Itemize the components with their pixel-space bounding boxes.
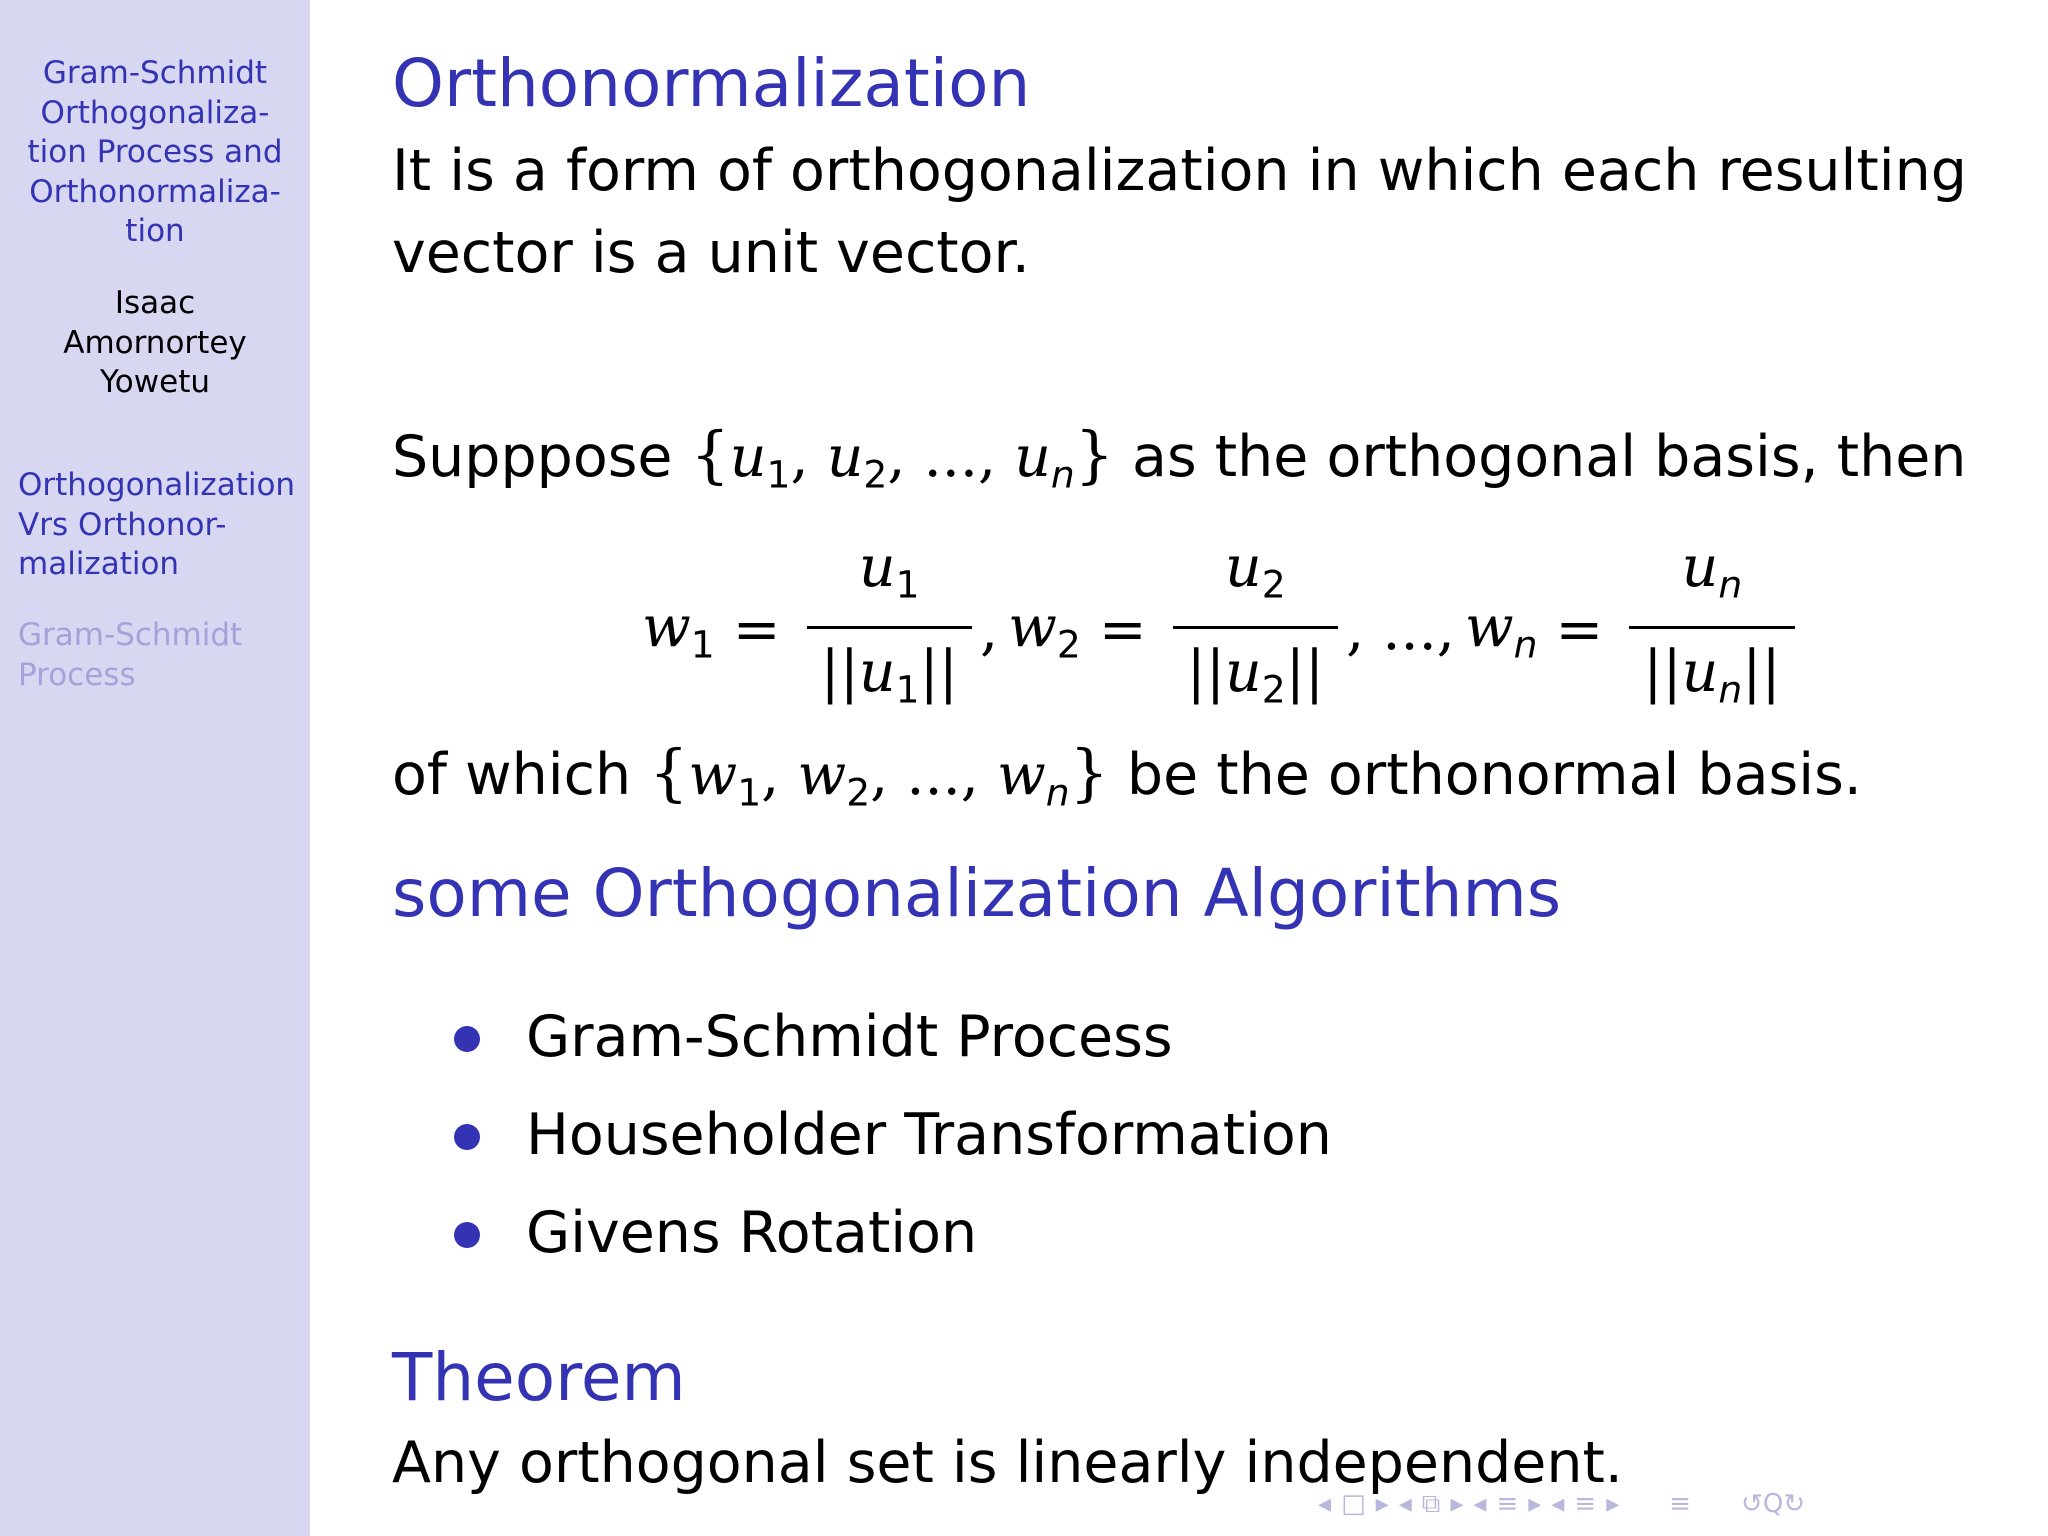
sidebar-title-line: Orthonormaliza- xyxy=(29,173,281,210)
bullet-icon xyxy=(454,1026,480,1052)
bullet-icon xyxy=(454,1222,480,1248)
intro-line: It is a form of orthogonalization in which each resulting xyxy=(392,138,1967,204)
sidebar-section-orthogonalization-vrs-orthonormalization[interactable] xyxy=(18,466,295,585)
math-w-set: $w_1$, $w_2$, ..., $w_n$ xyxy=(688,742,1070,815)
math-open-brace: { xyxy=(649,737,689,809)
math-close-brace: } xyxy=(1074,419,1114,491)
nav-right-arrow-icon[interactable]: ▸ xyxy=(1606,1489,1620,1519)
algorithms-list xyxy=(454,988,1332,1282)
fraction-u1: $\frac{u_1}{||u_1||}$ xyxy=(807,532,973,728)
sidebar-title-line: Orthogonaliza- xyxy=(40,94,270,131)
beamer-navigation-bar xyxy=(1318,1486,1805,1522)
sidebar xyxy=(0,0,310,1536)
nav-right-arrow-icon[interactable]: ▸ xyxy=(1528,1489,1542,1519)
math-close-brace: } xyxy=(1069,737,1109,809)
theorem-title: Theorem xyxy=(392,1339,686,1416)
list-item xyxy=(454,988,1332,1086)
sidebar-author xyxy=(8,284,302,403)
fraction-u2: $\frac{u_2}{||u_2||}$ xyxy=(1173,532,1339,728)
nav-left-arrow-icon[interactable]: ◂ xyxy=(1318,1489,1332,1519)
theorem-body: Any orthogonal set is linearly independent. xyxy=(392,1430,1623,1496)
section-line: Orthogonalization xyxy=(18,467,296,503)
nav-right-arrow-icon[interactable]: ▸ xyxy=(1450,1489,1464,1519)
nav-frame-icon[interactable]: □ xyxy=(1341,1489,1366,1519)
sidebar-presentation-title[interactable] xyxy=(8,54,302,252)
ofwhich-suffix: be the orthonormal basis. xyxy=(1108,742,1862,808)
author-line: Amornortey xyxy=(63,324,247,361)
normalization-equation: $w_1$ = $\frac{u_1}{||u_1||}$ , $w_2$ = $\frac{u_2}{||u_2||}$ , ..., $w_n$ = $\frac{u_n}{||u_n||}$ xyxy=(642,540,1803,720)
author-line: Yowetu xyxy=(99,364,210,400)
nav-left-arrow-icon[interactable]: ◂ xyxy=(1473,1489,1487,1519)
section-line: Vrs Orthonor- xyxy=(18,506,227,543)
algorithm-label: Householder Transformation xyxy=(526,1102,1332,1168)
sidebar-title-line: Gram-Schmidt xyxy=(42,55,268,91)
section-line: malization xyxy=(18,546,180,582)
intro-paragraph xyxy=(392,130,1967,294)
intro-line: vector is a unit vector. xyxy=(392,220,1030,286)
nav-search-icon[interactable]: ↺Q↻ xyxy=(1741,1489,1806,1519)
nav-subsection-icon[interactable]: ⧉ xyxy=(1421,1489,1441,1519)
slide-content xyxy=(392,0,2032,1536)
nav-left-arrow-icon[interactable]: ◂ xyxy=(1551,1489,1565,1519)
fraction-un: $\frac{u_n}{||u_n||}$ xyxy=(1629,532,1794,728)
algorithm-label: Givens Rotation xyxy=(526,1200,978,1266)
section-line: Gram-Schmidt xyxy=(18,617,243,653)
math-u-set: $u_1$, $u_2$, ..., $u_n$ xyxy=(729,424,1075,497)
algorithm-label: Gram-Schmidt Process xyxy=(526,1004,1173,1070)
list-item xyxy=(454,1184,1332,1282)
sidebar-title-line: tion xyxy=(125,213,185,249)
suppose-line xyxy=(392,414,1966,515)
frame-title: Orthonormalization xyxy=(392,45,1031,122)
ofwhich-prefix: of which xyxy=(392,742,650,808)
sidebar-section-gram-schmidt-process[interactable] xyxy=(18,616,242,695)
nav-section-icon[interactable]: ≡ xyxy=(1574,1489,1597,1519)
of-which-line xyxy=(392,732,1862,833)
nav-left-arrow-icon[interactable]: ◂ xyxy=(1398,1489,1412,1519)
math-open-brace: { xyxy=(690,419,730,491)
nav-align-icon[interactable]: ≡ xyxy=(1669,1489,1692,1519)
algorithms-block-title: some Orthogonalization Algorithms xyxy=(392,855,1562,932)
section-line: Process xyxy=(18,656,136,693)
nav-right-arrow-icon[interactable]: ▸ xyxy=(1375,1489,1389,1519)
list-item xyxy=(454,1086,1332,1184)
bullet-icon xyxy=(454,1124,480,1150)
suppose-prefix: Supppose xyxy=(392,424,691,490)
suppose-suffix: as the orthogonal basis, then xyxy=(1113,424,1967,490)
sidebar-title-line: tion Process and xyxy=(27,134,283,170)
nav-section-icon[interactable]: ≡ xyxy=(1496,1489,1519,1519)
author-line: Isaac xyxy=(114,285,196,321)
